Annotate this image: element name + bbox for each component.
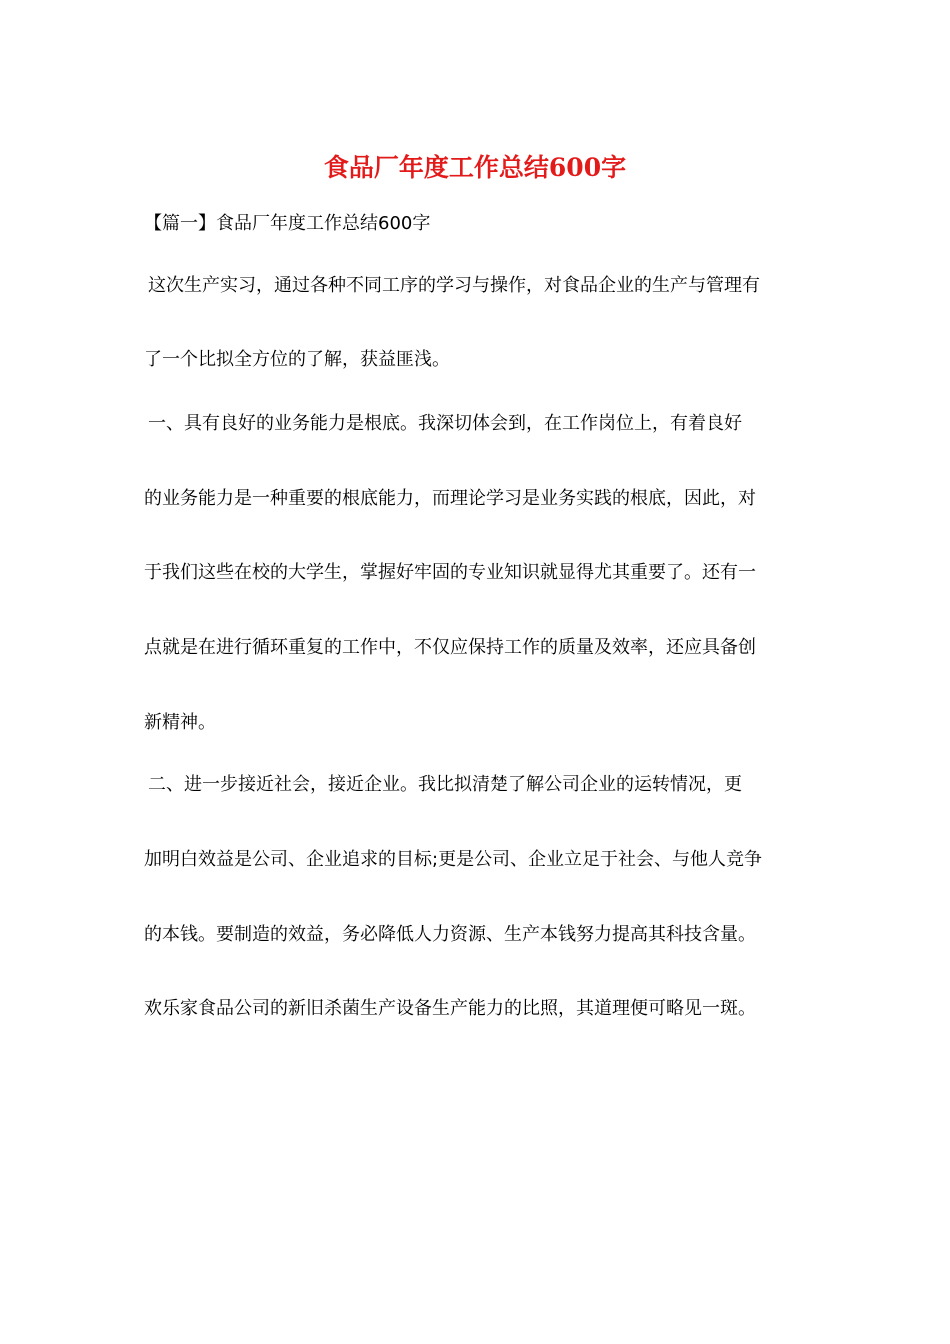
paragraph-line: 的本钱。要制造的效益，务必降低人力资源、生产本钱努力提高其科技含量。 xyxy=(144,924,756,945)
paragraph-line: 欢乐家食品公司的新旧杀菌生产设备生产能力的比照，其道理便可略见一斑。 xyxy=(144,998,756,1019)
paragraph-line: 这次生产实习，通过各种不同工序的学习与操作，对食品企业的生产与管理有 xyxy=(148,275,760,296)
paragraph-line: 一、具有良好的业务能力是根底。我深切体会到，在工作岗位上，有着良好 xyxy=(148,413,742,434)
paragraph-line: 点就是在进行循环重复的工作中，不仅应保持工作的质量及效率，还应具备创 xyxy=(144,637,756,658)
document-title: 食品厂年度工作总结600字 xyxy=(323,153,627,182)
paragraph-line: 加明白效益是公司、企业追求的目标;更是公司、企业立足于社会、与他人竞争 xyxy=(144,849,763,870)
paragraph-line: 了一个比拟全方位的了解，获益匪浅。 xyxy=(144,349,450,370)
paragraph-line: 的业务能力是一种重要的根底能力，而理论学习是业务实践的根底，因此，对 xyxy=(144,488,756,509)
paragraph-line: 于我们这些在校的大学生，掌握好牢固的专业知识就显得尤其重要了。还有一 xyxy=(144,562,756,583)
paragraph-line: 二、进一步接近社会，接近企业。我比拟清楚了解公司企业的运转情况，更 xyxy=(148,774,742,795)
section-heading: 【篇一】食品厂年度工作总结600字 xyxy=(144,213,431,234)
paragraph-line: 新精神。 xyxy=(144,712,216,733)
